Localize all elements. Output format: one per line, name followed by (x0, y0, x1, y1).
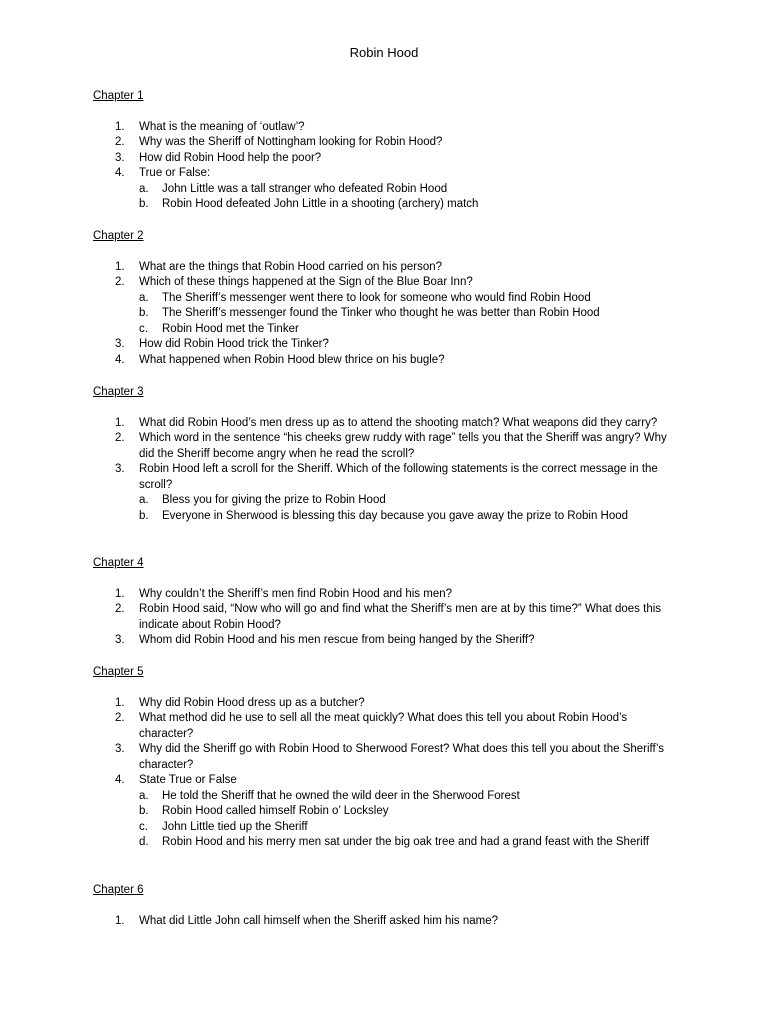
question-item (93, 711, 693, 742)
chapter-section (93, 883, 693, 929)
chapter-heading: Chapter 4 (93, 557, 144, 569)
question-item (93, 135, 693, 151)
sub-question-text: Robin Hood and his merry men sat under the big oak tree and had a grand feast with the Sheriff (162, 836, 649, 848)
question-item (93, 337, 693, 353)
sub-question-item (93, 291, 693, 307)
chapter-section (93, 665, 693, 851)
question-text: What happened when Robin Hood blew thrice on his bugle? (139, 353, 445, 366)
question-item (93, 462, 693, 493)
question-item (93, 602, 693, 633)
question-number: 2. (115, 712, 125, 724)
sub-question-item (93, 804, 693, 820)
question-number: 1. (115, 587, 125, 600)
sub-question-item (93, 835, 693, 851)
sub-question-text: Robin Hood defeated John Little in a shooting (archery) match (162, 198, 479, 210)
question-text: How did Robin Hood help the poor? (139, 151, 322, 164)
sub-question-text: John Little was a tall stranger who defeated Robin Hood (162, 182, 448, 195)
sub-question-letter: b. (139, 805, 149, 817)
sub-question-text: Robin Hood met the Tinker (162, 322, 299, 335)
question-number: 3. (115, 463, 125, 475)
question-number: 1. (115, 260, 125, 273)
question-item (93, 416, 693, 432)
sub-question-letter: a. (139, 182, 149, 195)
question-text: What are the things that Robin Hood carried on his person? (139, 260, 443, 273)
question-text: State True or False (139, 774, 237, 786)
question-item (93, 633, 693, 649)
question-item (93, 353, 693, 369)
sub-question-text: John Little tied up the Sheriff (162, 820, 308, 833)
sub-question-item (93, 789, 693, 805)
sub-question-letter: a. (139, 291, 149, 304)
question-number: 4. (115, 167, 125, 179)
question-number: 2. (115, 603, 125, 615)
question-text: What is the meaning of ‘outlaw’? (139, 120, 305, 133)
question-item (93, 260, 693, 276)
sub-question-text: Robin Hood called himself Robin o’ Locksley (162, 805, 389, 817)
sub-question-item (93, 306, 693, 322)
question-item (93, 166, 693, 182)
question-text: True or False: (139, 167, 211, 179)
question-item (93, 587, 693, 603)
chapter-section (93, 89, 693, 213)
question-item (93, 151, 693, 167)
sub-question-letter: b. (139, 509, 149, 522)
sub-question-letter: a. (139, 789, 149, 802)
sub-question-letter: b. (139, 198, 149, 210)
question-item (93, 275, 693, 291)
sub-question-letter: c. (139, 820, 148, 833)
chapter-section (93, 229, 693, 368)
question-text: Robin Hood left a scroll for the Sheriff. Which of the following statements is the correct message in the scroll? (139, 463, 658, 491)
question-text: Why couldn’t the Sheriff’s men find Robin Hood and his men? (139, 587, 453, 600)
question-text: Which word in the sentence “his cheeks grew ruddy with rage” tells you that the Sheriff was angry? Why did the Sheriff become angry when he read the scroll? (139, 432, 667, 460)
document-title: Robin Hood (349, 45, 419, 60)
question-number: 1. (115, 416, 125, 429)
sub-question-item (93, 197, 693, 213)
question-number: 1. (115, 696, 125, 709)
sub-question-item (93, 820, 693, 836)
sub-question-letter: c. (139, 322, 148, 335)
question-number: 4. (115, 774, 125, 786)
sub-question-item (93, 509, 693, 525)
question-number: 4. (115, 353, 125, 366)
question-number: 2. (115, 432, 125, 444)
chapter-heading: Chapter 5 (93, 666, 144, 678)
chapter-heading: Chapter 1 (93, 90, 144, 102)
chapter-heading: Chapter 3 (93, 386, 144, 398)
question-number: 2. (115, 136, 125, 148)
question-text: Robin Hood said, “Now who will go and find what the Sheriff’s men are at by this time?” What does this indicate about Robin Hood? (139, 603, 662, 631)
sub-question-item (93, 182, 693, 198)
chapter-heading: Chapter 2 (93, 230, 144, 242)
question-item (93, 914, 693, 930)
sub-question-item (93, 493, 693, 509)
question-item (93, 431, 693, 462)
question-text: How did Robin Hood trick the Tinker? (139, 338, 329, 350)
question-text: What did Little John call himself when the Sheriff asked him his name? (139, 914, 499, 927)
chapter-heading: Chapter 6 (93, 884, 144, 896)
question-number: 1. (115, 120, 125, 133)
sub-question-item (93, 322, 693, 338)
question-number: 3. (115, 634, 125, 646)
question-number: 2. (115, 276, 125, 288)
sub-question-letter: b. (139, 307, 149, 319)
question-text: What did Robin Hood’s men dress up as to attend the shooting match? What weapons did they carry? (139, 416, 658, 429)
question-number: 3. (115, 151, 125, 164)
sub-question-text: The Sheriff’s messenger went there to look for someone who would find Robin Hood (162, 291, 591, 304)
question-number: 3. (115, 338, 125, 350)
question-item (93, 696, 693, 712)
sub-question-letter: a. (139, 494, 149, 506)
question-item (93, 773, 693, 789)
sub-question-text: Bless you for giving the prize to Robin Hood (162, 494, 386, 506)
chapter-section (93, 556, 693, 649)
sub-question-text: Everyone in Sherwood is blessing this day because you gave away the prize to Robin Hood (162, 509, 629, 522)
sub-question-text: The Sheriff’s messenger found the Tinker who thought he was better than Robin Hood (162, 307, 600, 319)
sub-question-text: He told the Sheriff that he owned the wild deer in the Sherwood Forest (162, 789, 520, 802)
question-text: What method did he use to sell all the meat quickly? What does this tell you about Robin Hood’s character? (139, 712, 628, 740)
question-item (93, 120, 693, 136)
question-number: 3. (115, 743, 125, 755)
question-text: Which of these things happened at the Sign of the Blue Boar Inn? (139, 276, 473, 288)
question-number: 1. (115, 914, 125, 927)
question-text: Why did Robin Hood dress up as a butcher? (139, 696, 365, 709)
question-item (93, 742, 693, 773)
chapter-section (93, 385, 693, 524)
question-text: Why was the Sheriff of Nottingham looking for Robin Hood? (139, 136, 443, 148)
sub-question-letter: d. (139, 836, 149, 848)
question-text: Why did the Sheriff go with Robin Hood to Sherwood Forest? What does this tell you about the Sheriff’s character? (139, 743, 665, 771)
question-text: Whom did Robin Hood and his men rescue from being hanged by the Sheriff? (139, 634, 535, 646)
